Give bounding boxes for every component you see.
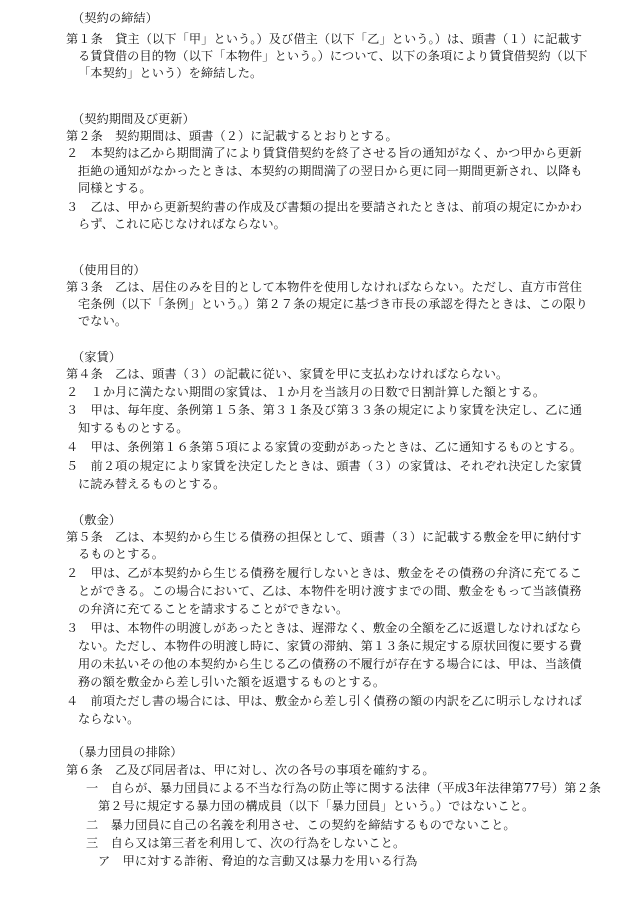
clause-continuation-line: とができる。この場合において、乙は、本物件を明け渡すまでの間、敷金をもって当該債務: [78, 584, 582, 598]
clause-line: 第２条 契約期間は、頭書（２）に記載するとおりとする。: [66, 129, 398, 143]
clause-continuation-line: るものとする。: [78, 547, 165, 561]
clause-continuation-line: 第２号に規定する暴力団の構成員（以下「暴力団員」という。）ではないこと。: [98, 799, 535, 813]
clause-line: ２ １か月に満たない期間の家賃は、１か月を当該月の日数で日割計算した額とする。: [66, 385, 546, 399]
section-heading: （契約の締結）: [72, 11, 159, 25]
clause-continuation-line: 知するものとする。: [78, 421, 189, 435]
clause-continuation-line: 用の未払いその他の本契約から生じる乙の債務の不履行が存在する場合には、甲は、当該債: [78, 657, 582, 671]
clause-line: ３ 甲は、本物件の明渡しがあったときは、遅滞なく、敷金の全額を乙に返還しなければなら: [66, 621, 582, 635]
clause-line: 二 暴力団員に自己の名義を利用させ、この契約を締結するものでないこと。: [86, 818, 516, 832]
clause-line: ４ 甲は、条例第１６条第５項による家賃の変動があったときは、乙に通知するものとする。: [66, 440, 582, 454]
clause-line: ２ 本契約は乙から期間満了により賃貸借契約を終了させる旨の通知がなく、かつ甲から更新: [66, 146, 582, 160]
clause-continuation-line: 「本契約」という）を締結した。: [78, 66, 263, 80]
clause-line: 第３条 乙は、居住のみを目的として本物件を使用しなければならない。ただし、直方市営住: [66, 280, 583, 294]
clause-line: 第４条 乙は、頭書（３）の記載に従い、家賃を甲に支払わなければならない。: [66, 367, 509, 381]
clause-line: ４ 前項ただし書の場合には、甲は、敷金から差し引く債務の額の内訳を乙に明示しなければ: [66, 694, 583, 708]
section-heading: （敷金）: [72, 513, 122, 527]
section-heading: （暴力団員の排除）: [72, 745, 183, 759]
clause-line: ３ 甲は、毎年度、条例第１５条、第３１条及び第３３条の規定により家賃を決定し、乙に通: [66, 403, 583, 417]
clause-line: ２ 甲は、乙が本契約から生じる債務を履行しないときは、敷金をその債務の弁済に充てるこ: [66, 566, 583, 580]
clause-continuation-line: ならない。: [78, 712, 140, 726]
clause-continuation-line: 務の額を敷金から差し引いた額を返還するものとする。: [78, 675, 386, 689]
clause-continuation-line: に読み替えるものとする。: [78, 477, 226, 491]
clause-continuation-line: る賃貸借の目的物（以下「本物件」という。）について、以下の条項により賃貸借契約（以下: [78, 49, 588, 63]
clause-line: 第１条 貸主（以下「甲」という。）及び借主（以下「乙」という。）は、頭書（１）に記載す: [66, 32, 583, 46]
clause-continuation-line: 拒絶の通知がなかったときは、本契約の期間満了の翌日から更に同一期間更新され、以降も: [78, 164, 583, 178]
clause-line: 三 自ら又は第三者を利用して、次の行為をしないこと。: [86, 836, 406, 850]
clause-continuation-line: でない。: [78, 314, 128, 328]
section-heading: （家賃）: [72, 350, 122, 364]
clause-continuation-line: らず、これに応じなければならない。: [78, 217, 286, 231]
section-heading: （契約期間及び更新）: [72, 112, 195, 126]
clause-line: 第５条 乙は、本契約から生じる債務の担保として、頭書（３）に記載する敷金を甲に納付す: [66, 530, 582, 544]
clause-continuation-line: 宅条例（以下「条例」という。）第２７条の規定に基づき市長の承認を得たときは、この限り: [78, 297, 588, 311]
clause-line: ３ 乙は、甲から更新契約書の作成及び書類の提出を要請されたときは、前項の規定にかかわ: [66, 200, 583, 214]
section-heading: （使用目的）: [72, 263, 146, 277]
clause-line: 第６条 乙及び同居者は、甲に対し、次の各号の事項を確約する。: [66, 763, 435, 777]
clause-line: ア 甲に対する詐術、脅迫的な言動又は暴力を用いる行為: [98, 854, 418, 868]
clause-continuation-line: ない。ただし、本物件の明渡し時に、家賃の滞納、第１３条に規定する原状回復に要する費: [78, 639, 582, 653]
clause-continuation-line: 同様とする。: [78, 181, 152, 195]
clause-line: ５ 前２項の規定により家賃を決定したときは、頭書（３）の家賃は、それぞれ決定した家賃: [66, 459, 583, 473]
clause-continuation-line: の弁済に充てることを請求することができない。: [78, 602, 349, 616]
clause-line: 一 自らが、暴力団員による不当な行為の防止等に関する法律（平成3年法律第77号）第２条: [86, 781, 602, 795]
